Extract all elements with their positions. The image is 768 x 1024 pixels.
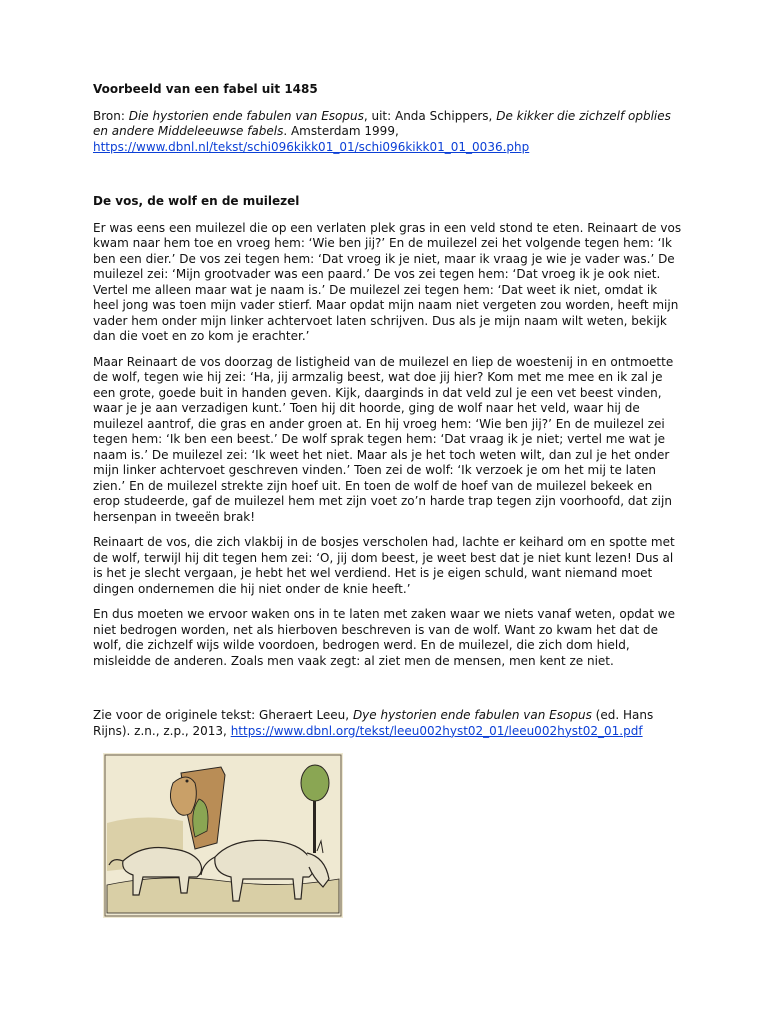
fable-paragraph-1: Er was eens een muilezel die op een verlaten plek gras in een veld stond te eten. Reinaart de vos kwam naar hem toe en vroeg hem: ‘Wie ben jij?’ En de muilezel zei het volgende tegen hem: ‘Ik ben een dier.’ De vos zei tegen hem: ‘Dat vroeg ik je niet, maar ik vraag je wie je vader was.’ De muilezel zei: ‘Mijn grootvader was een paard.’ De vos zei tegen hem: ‘Dat vroeg ik je ook niet. Vertel me alleen maar wat je naam is.’ De muilezel zei tegen hem: ‘Dat weet ik niet, omdat ik heel jong was toen mijn vader stierf. Maar opdat mijn naam niet vergeten zou worden, heeft mijn vader hem onder mijn linker achtervoet laten schrijven. Dus als je mijn naam wilt weten, bekijk dan die voet en zo kom je erachter.’ (93, 220, 682, 343)
source-label: Bron: (93, 108, 125, 123)
tree-crown (301, 765, 329, 801)
original-title: Dye hystorien ende fabulen van Esopus (352, 708, 592, 722)
source-title: Die hystorien ende fabulen van Esopus (128, 108, 364, 123)
document-page (93, 82, 683, 739)
fox-eye (186, 780, 189, 783)
original-text-reference (93, 708, 683, 739)
page-heading: Voorbeeld van een fabel uit 1485 (93, 82, 318, 96)
source-mid: , uit: Anda Schippers, (363, 108, 493, 123)
woodcut-illustration (103, 753, 343, 918)
original-link[interactable]: https://www.dbnl.org/tekst/leeu002hyst02_01/leeu002hyst02_01.pdf (230, 723, 643, 738)
source-book-title: De kikker die zichzelf opblies en andere Middeleeuwse fabels (93, 108, 671, 138)
fable-paragraph-4: En dus moeten we ervoor waken ons in te laten met zaken waar we niets vanaf weten, opdat we niet bedrogen worden, net als hierboven beschreven is van de wolf. Want zo kwam het dat de wolf, die zichzelf wijs wilde voordoen, bedrogen werd. En de muilezel, die zich dom hield, misleidde de anderen. Zoals men vaak zegt: al ziet men de mensen, men kent ze niet. (93, 607, 675, 668)
original-details: (ed. Hans Rijns). z.n., z.p., 2013, (93, 708, 654, 738)
source-link[interactable]: https://www.dbnl.nl/tekst/schi096kikk01_01/schi096kikk01_01_0036.php (93, 139, 530, 154)
source-publication: . Amsterdam 1999, (283, 124, 399, 138)
original-prefix: Zie voor de originele tekst: Gheraert Leeu, (93, 708, 350, 722)
source-citation (93, 109, 683, 156)
tree-trunk (313, 793, 316, 853)
fable-paragraph-2: Maar Reinaart de vos doorzag de listigheid van de muilezel en liep de woestenij in en ontmoette de wolf, tegen wie hij zei: ‘Ha, jij armzalig beest, wat doe jij hier? Kom met me mee en ik zal je een grote, goede buit in handen geven. Kijk, daarginds in dat veld zul je een vet beest vinden, waar je je aan verzadigen kunt.’ Toen hij dit hoorde, ging de wolf naar het veld, waar hij de muilezel aantrof, die gras en ander groen at. En hij vroeg hem: ‘Wie ben jij?’ En de muilezel zei tegen hem: ‘Ik ben een beest.’ De wolf sprak tegen hem: ‘Dat vraag ik je niet; vertel me wat je naam is.’ De muilezel zei: ‘Ik weet het niet. Maar als je het toch weten wilt, dan zul je het onder mijn linker achtervoet geschreven vinden.’ Toen zei de wolf: ‘Ik verzoek je om het mij te laten zien.’ En de muilezel strekte zijn hoef uit. En toen de wolf de hoef van de muilezel bekeek en erop studeerde, gaf de muilezel hem met zijn voet zo’n harde trap tegen zijn voorhoofd, dat zijn hersenpan in tweeën brak! (93, 354, 674, 524)
fable-title: De vos, de wolf en de muilezel (93, 194, 300, 208)
fable-paragraph-3: Reinaart de vos, die zich vlakbij in de bosjes verscholen had, lachte er keihard om en spotte met de wolf, terwijl hij dit tegen hem zei: ‘O, jij dom beest, je weet best dat je niet kunt lezen! Dus al is het je slecht vergaan, je hebt het wel verdiend. Het is je eigen schuld, want niemand moet dingen ondernemen die hij niet onder de knie heeft.’ (93, 535, 675, 596)
